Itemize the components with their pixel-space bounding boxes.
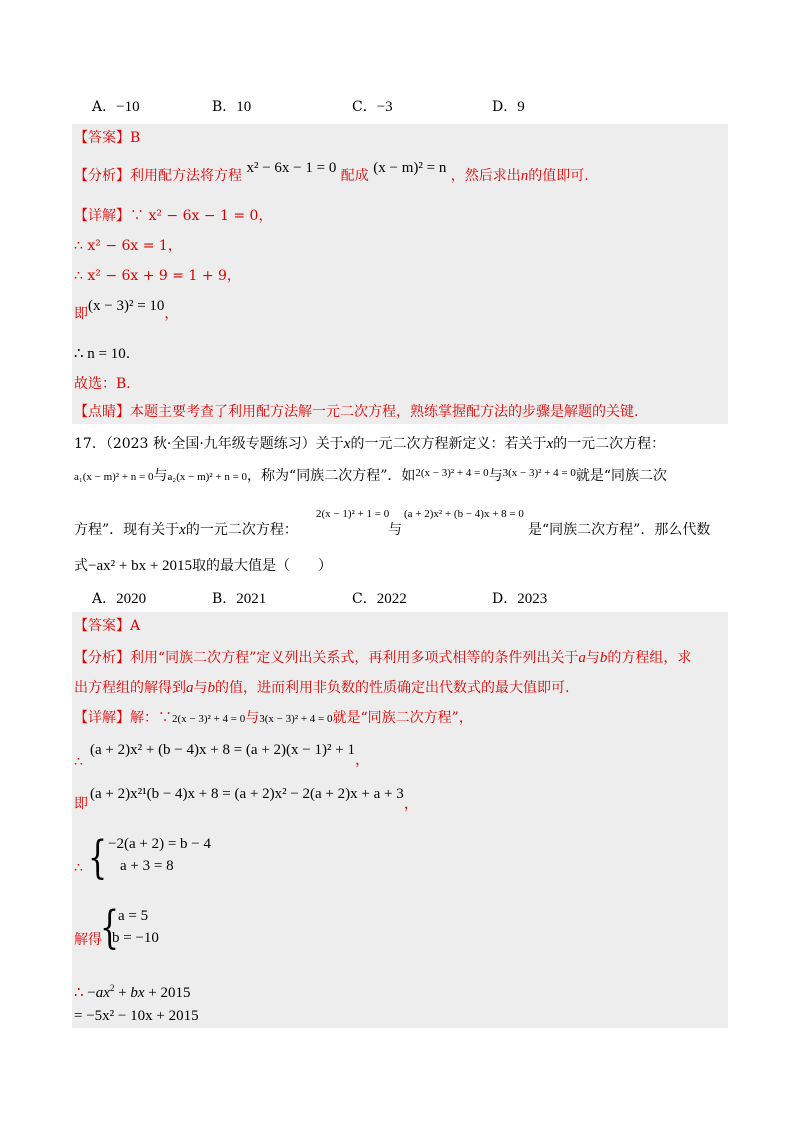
q17-final-1: ∴ $-ax^2$ + bx + 2015 xyxy=(74,983,191,1001)
q16-answer: 【答案】B xyxy=(74,130,141,146)
q17-stem-line-2: a₁(x − m)² + n = 0与a₂(x − m)² + n = 0，称为“同族二次方程”．如$^{2(x - 3)^2 + 4 = 0}$与$^{3(x - 3)^2 + 4 = 0}$就是“同族二次 xyxy=(74,467,668,484)
q17-final-2: = −5x² − 10x + 2015 xyxy=(74,1008,199,1024)
q17-option-c: C．2022 xyxy=(352,591,407,607)
q16-detail-3: ∴ x² − 6x + 9 = 1 + 9， xyxy=(74,268,241,284)
q17-therefore-1: ∴ xyxy=(74,754,83,770)
q17-system-2-eq-b: b = −10 xyxy=(112,930,159,946)
q17-eq-b: (a + 2)x²¹(b − 4)x + 8 = (a + 2)x² − 2(a + 2)x + a + 3， xyxy=(90,786,419,812)
q17-stem-and: 与 xyxy=(388,522,402,538)
q17-solution-block xyxy=(72,612,728,1028)
q17-eq-a: (a + 2)x² + (b − 4)x + 8 = (a + 2)(x − 1)² + 1， xyxy=(90,742,370,768)
q17-system-2-brace: { xyxy=(100,902,120,955)
q16-option-d: D．9 xyxy=(492,99,525,115)
q17-stem-eq-2: (a + 2)x² + (b − 4)x + 8 = 0 xyxy=(404,508,524,520)
q16-option-b: B．10 xyxy=(212,99,252,115)
q16-analysis: 【分析】利用配方法将方程 x² − 6x − 1 = 0 配成 (x − m)² = n ，然后求出n的值即可. xyxy=(74,160,589,184)
q17-detail-1: 【详解】解：∵2(x − 3)² + 4 = 0与3(x − 3)² + 4 = 0就是“同族二次方程”， xyxy=(74,710,473,726)
q17-stem-line-4: 式−ax² + bx + 2015取的最大值是（ ） xyxy=(74,558,333,574)
q17-option-d: D．2023 xyxy=(492,591,548,607)
q16-comment: 【点睛】本题主要考查了利用配方法解一元二次方程，熟练掌握配方法的步骤是解题的关键. xyxy=(74,404,639,420)
q17-system-1-brace: { xyxy=(88,832,108,885)
q17-ji: 即 xyxy=(74,796,88,812)
q17-stem-line-3: 方程”．现有关于x的一元二次方程： xyxy=(74,522,298,538)
q17-stem-line-3-end: 是“同族二次方程”．那么代数 xyxy=(528,522,711,538)
q16-detail-2: ∴ x² − 6x = 1， xyxy=(74,238,182,254)
q17-therefore-2: ∴ xyxy=(74,860,83,876)
q17-jiede: 解得 xyxy=(74,932,102,948)
q16-detail-5: ∴ n = 10. xyxy=(74,346,131,362)
q17-stem-eq-1: 2(x − 1)² + 1 = 0 xyxy=(316,508,390,520)
q17-stem-line-1: 17．（2023 秋·全国·九年级专题练习）关于x的一元二次方程新定义：若关于x的一元二次方程： xyxy=(74,436,666,452)
q17-analysis-2: 出方程组的解得到a与b的值，进而利用非负数的性质确定出代数式的最大值即可. xyxy=(74,680,570,696)
q16-detail-4: 即(x − 3)² = 10， xyxy=(74,298,179,322)
q16-choose: 故选：B． xyxy=(74,376,141,392)
q17-system-1-eq-a: −2(a + 2) = b − 4 xyxy=(108,836,211,852)
q17-system-2-eq-a: a = 5 xyxy=(118,908,149,924)
q17-system-1-eq-b: a + 3 = 8 xyxy=(120,858,174,874)
q16-detail-1: 【详解】∵ x² − 6x − 1 = 0， xyxy=(74,208,273,224)
q16-option-a: A．−10 xyxy=(92,99,140,115)
q17-answer: 【答案】A xyxy=(74,618,141,634)
q17-option-b: B．2021 xyxy=(212,591,267,607)
q17-analysis-1: 【分析】利用“同族二次方程”定义列出关系式，再利用多项式相等的条件列出关于a与b的方程组，求 xyxy=(74,650,692,666)
q16-option-c: C．−3 xyxy=(352,99,393,115)
q17-option-a: A．2020 xyxy=(92,591,147,607)
